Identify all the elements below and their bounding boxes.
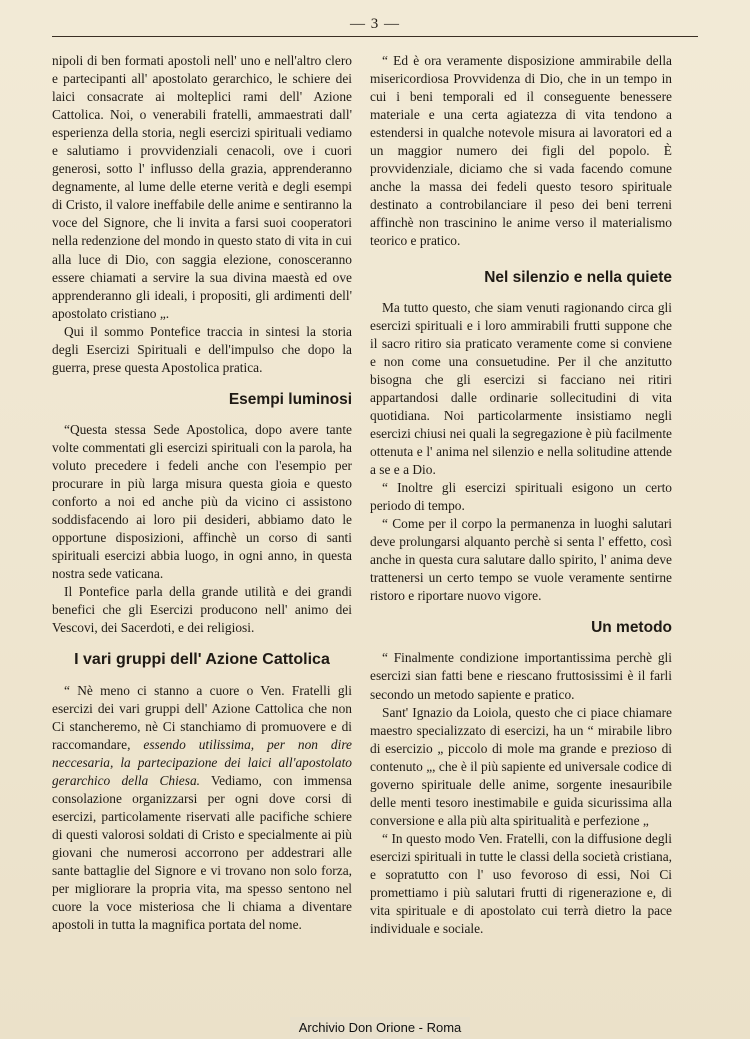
left-paragraph-1: nipoli di ben formati apostoli nell' uno e nell'altro clero e partecipanti all' apostolato gerarchico, le schiere dei laici consacrate ai molteplici rami dell' Azione Cattolica. Noi, o venerabili fratelli, ammaestrati dall' esperienza della storia, negli esercizi spirituali vediamo e salutiamo i provvidenziali cenacoli, ove i cuori generosi, sotto l' influsso della grazia, apprenderanno degnamente, al lume delle eterne verità e degli esempi di Cristo, il valore ineffabile delle anime e sentiranno la voce del Signore, che li invita a farsi suoi cooperatori nella redenzione del mondo in questo stato di vita in cui alla luce di Dio, con saggia elezione, conosceranno essere chiamati a servire la sua divina maestà ed ove apprenderanno gli ideali, i propositi, gli ardimenti dell' apostolato cristiano „.	[52, 53, 352, 321]
page-number: — 3 —	[350, 16, 400, 32]
right-paragraph-4: “ Come per il corpo la permanenza in luoghi salutari deve prolungarsi alquanto perchè si senta l' effetto, così anche in questa cura salutare dallo spirito, l' anima deve trattenersi un certo tempo se vuole veramente sentirne ristoro e riportare nuovo vigore.	[370, 516, 672, 604]
heading-vari-gruppi: I vari gruppi dell' Azione Cattolica	[74, 651, 330, 669]
left-paragraph-5	[52, 682, 352, 935]
right-column	[370, 52, 672, 938]
heading-esempi-luminosi: Esempi luminosi	[228, 390, 352, 408]
left-paragraph-2: Qui il sommo Pontefice traccia in sintesi la storia degli Esercizi Spirituali e dell'impulso che dopo la guerra, prese questa Apostolica pratica.	[52, 323, 352, 375]
archive-footer: Archivio Don Orione - Roma	[290, 1017, 470, 1039]
left-paragraph-5-italic: essendo utilissima, per non dire neccesaria, la partecipazione dei laici all'apostolato gerarchico della Chiesa.	[52, 736, 352, 788]
left-paragraph-3: “Questa stessa Sede Apostolica, dopo avere tante volte commentati gli esercizi spirituali con la parola, ha voluto precedere i fedeli anche con l'esempio per procurare in più larga misura questa gioia e questo conforto a noi ed anche più da vicino ci assistono soddisfacendo ai loro pii desideri, abbiamo dato le opportune disposizioni, affinchè un corso di santi spirituali esercizi abbia luogo, in ogni anno, in questa nostra sede vaticana.	[52, 421, 352, 582]
right-paragraph-6: Sant' Ignazio da Loiola, questo che ci piace chiamare maestro specializzato di esercizi, ha un “ mirabile libro di esercizio „ piccolo di mole ma grande e prezioso di contenuto „, che è il più sapiente ed universale codice di governo spirituale delle anime, sorgente inesauribile delle menti tesoro inestimabile e guida sicurissima alla conversione e alla più alta spiritualità e perfezione „	[370, 704, 672, 828]
right-paragraph-5: “ Finalmente condizione importantissima perchè gli esercizi sian fatti bene e riescano fruttosissimi è il farli secondo un metodo sapiente e pratico.	[370, 650, 672, 702]
right-paragraph-2: Ma tutto questo, che siam venuti ragionando circa gli esercizi spirituali e i loro ammirabili frutti suppone che il sacro ritiro sia praticato veramente come si conviene e non come una consuetudine. Per il che anzitutto bisogna che gli esercizi si facciano nei ritiri appartandosi dalle ordinarie sollecitudini di vita quotidiana. Noi particolarmente insistiamo negli esercizi chiusi nei quali la segregazione è più facilmente ottenuta e l' anima nel silenzio e nella solitudine attende a se e a Dio.	[370, 299, 672, 477]
left-paragraph-5-start: “ Nè meno ci stanno a cuore o Ven. Fratelli gli esercizi dei vari gruppi dell' Azione Cattolica che non Ci stancheremo, nè Ci stanchiamo di promuovere e di raccomandare,	[52, 682, 352, 752]
left-column	[52, 52, 352, 934]
right-paragraph-3: “ Inoltre gli esercizi spirituali esigono un certo periodo di tempo.	[370, 480, 672, 514]
right-paragraph-7: “ In questo modo Ven. Fratelli, con la diffusione degli esercizi spirituali in tutte le classi della società cristiana, e sopratutto con l' uso fevoroso di essi, Noi Ci promettiamo i più salutari frutti di rigenerazione e, di vita spirituale e di apostolato cui terrà dietro la pace individuale e sociale.	[370, 830, 672, 937]
heading-un-metodo: Un metodo	[591, 619, 672, 637]
left-paragraph-5-end: Vediamo, con immensa consolazione organizzarsi per ogni dove corsi di esercizi, particolamente riservati alle pacifiche schiere di questi valorosi soldati di Cristo e specialmente ai più giovani che numerosi accorrono per addestrari alle sante battaglie del Signore e vi trovano non solo forza, per migliorare la propria vita, ma spesso sentono nel cuore la voce misteriosa che li chiama a diventare apostoli in tutta la magnifica portata del nome.	[52, 772, 352, 933]
left-paragraph-4: Il Pontefice parla della grande utilità e dei grandi benefici che gli Esercizi producono nell' animo dei Vescovi, dei Sacerdoti, e dei religiosi.	[52, 584, 352, 636]
heading-nel-silenzio: Nel silenzio e nella quiete	[484, 268, 672, 286]
right-paragraph-1: “ Ed è ora veramente disposizione ammirabile della misericordiosa Provvidenza di Dio, che in un tempo in cui i beni temporali ed il conseguente benessere materiale e una certa agiatezza di vita tendono a estendersi in qualche notevole misura ai lavoratori ed a un maggior numero dei figli del popolo. È provvidenziale, diciamo che si vada facendo comune anche la massa dei fedeli questo tesoro spirituale destinato a controbilanciare il peso dei beni terreni affinchè non trascinino le anime verso il materialismo teorico e pratico.	[370, 53, 672, 249]
header-rule	[52, 36, 698, 37]
